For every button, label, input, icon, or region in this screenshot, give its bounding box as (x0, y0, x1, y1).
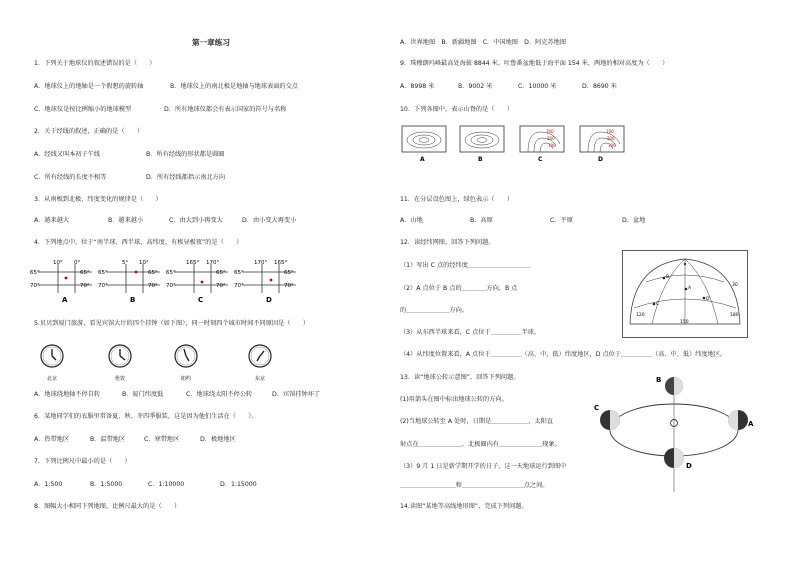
q10-contour-figure (398, 124, 638, 166)
lat-label: 70° (166, 283, 176, 289)
point-label: B (666, 275, 670, 280)
q1-option-b: B．地球仪上的南北极是地轴与地球表面的交点 (170, 83, 298, 90)
contour-letter: B (478, 156, 483, 163)
q12-graticule-figure (622, 250, 748, 338)
deg-label: 0° (74, 260, 81, 266)
deg-label: 170° (206, 260, 220, 266)
point-label: A (688, 286, 692, 291)
q7-option-b: B．1:5000 (90, 481, 123, 488)
q11-option-a: A．山地 (400, 217, 423, 224)
orbit-label: C (594, 404, 600, 412)
q13-part-3a: （3）9 月 1 日是新学期开学的日子，这一天地球运行到图中 (400, 463, 567, 470)
lat-label: 70° (80, 283, 90, 289)
contour-letter: D (598, 156, 603, 163)
q1-option-d: D．所有地球仪都会有表示国家的符号与名称 (164, 106, 287, 113)
q4-grid-figure (30, 258, 310, 306)
contour-c (520, 126, 564, 163)
q6-option-d: D．极地地区 (200, 436, 236, 443)
contour-label: 100 (548, 143, 556, 148)
grid-b (98, 260, 160, 304)
lat-label: 70° (216, 283, 226, 289)
grid-letter: D (266, 296, 272, 304)
question-10: 10．下列各图中，表示山脊的是（ ） (400, 106, 514, 113)
lat-label: 65° (234, 270, 244, 276)
question-11: 11．在分层设色图上，绿色表示（ ） (400, 196, 514, 203)
clock-label: 北京 (47, 376, 58, 382)
q5-option-c: C．地球绕太阳不停公转 (186, 391, 253, 398)
clock-label: 纽约 (181, 376, 192, 382)
clock-beijing (41, 345, 63, 382)
q13-part-2b: 射点在＿＿＿＿＿＿＿，北极圈内有＿＿＿＿＿＿＿现象。 (400, 441, 561, 448)
q6-option-a: A．热带地区 (34, 436, 70, 443)
q11-option-b: B．高原 (470, 217, 493, 224)
q5-clocks-figure (36, 340, 296, 386)
lat-label: 70° (148, 283, 158, 289)
earth-b (656, 376, 683, 395)
q2-option-b: B．所有经线的形状都是圆圈 (146, 151, 225, 158)
contour-letter: C (538, 156, 543, 163)
q7-option-c: C．1:10000 (148, 481, 185, 488)
q12-part-3: （3）从东西半球来看，C 点位于＿＿＿＿＿半球。 (400, 329, 541, 336)
orbit-label: B (656, 376, 662, 384)
lat-label: 70° (284, 283, 294, 289)
contour-label: 300 (546, 129, 554, 134)
point-d (270, 279, 273, 282)
q12-part-1: （1）写出 C 点的经纬度＿＿＿＿＿＿＿＿＿＿ (400, 262, 530, 269)
clock-london (109, 345, 131, 382)
q11-option-d: D．盆地 (622, 217, 646, 224)
question-6: 6．某地同学们的衣服里常备夏、秋、冬四季服装，这是因为他们生活在（ ）。 (34, 413, 258, 420)
deg-label: 165° (186, 260, 200, 266)
q9-option-d: D．8690 米 (582, 83, 617, 90)
q3-option-a: A．越来越大 (34, 217, 70, 224)
q11-option-c: C．平原 (550, 217, 573, 224)
grid-a (30, 260, 92, 304)
deg-label: 165° (274, 260, 288, 266)
question-1: 1．下列关于地球仪的叙述错误的是（ ） (34, 60, 156, 67)
question-8: 8．图幅大小相同下列地图，比例尺最大的是（ ） (34, 503, 181, 510)
contour-d (580, 126, 624, 163)
lat-label: 65° (216, 270, 226, 276)
question-14: 14.读图“某地等高线地形图”，完成下列问题。 (400, 503, 528, 510)
tick-label: 180 (730, 313, 739, 318)
q1-option-a: A．地球仪上的地轴是一个假想的旋转轴 (34, 83, 144, 90)
q5-option-a: A．地球绕地轴不停自转 (34, 391, 101, 398)
q5-option-d: D．宾馆挂钟坏了 (272, 391, 321, 398)
q12-part-4: （4）从纬度位置来看，A 点位于＿＿＿＿＿（高、中、低）纬度地区，D 点位于＿＿＿＿＿（高、中、低）纬度地区。 (400, 351, 727, 358)
q9-option-a: A．8998 米 (400, 83, 435, 90)
contour-label: 200 (547, 136, 555, 141)
clock-label: 伦敦 (115, 376, 126, 382)
point-a (65, 277, 68, 280)
grid-letter: B (130, 296, 136, 304)
lat-label: 65° (98, 270, 108, 276)
question-2: 2．关于经线的叙述，正确的是（ ） (34, 128, 144, 135)
q13-orbit-figure (592, 372, 762, 494)
deg-label: 5° (122, 260, 129, 266)
deg-label: 10° (53, 260, 63, 266)
point-label: D (706, 297, 710, 302)
earth-d (664, 448, 692, 470)
point-b (135, 271, 138, 274)
q7-option-a: A．1:500 (34, 481, 63, 488)
tick-label: 150 (680, 320, 689, 325)
grid-c (166, 260, 228, 304)
q13-part-1: (1)用箭头在图中标出地球公转的方向。 (400, 396, 508, 403)
lat-label: 70° (98, 283, 108, 289)
contour-label: 300 (608, 143, 616, 148)
q9-option-b: B．9002 米 (458, 83, 493, 90)
clock-tokyo (249, 345, 271, 382)
contour-a (402, 126, 446, 163)
q5-option-b: B．厦门纬度低 (122, 391, 164, 398)
lat-label: 65° (284, 270, 294, 276)
q2-option-d: D．所有经线都指示南北方向 (146, 174, 226, 181)
clock-label: 东京 (255, 376, 266, 382)
contour-b (460, 126, 504, 163)
contour-label: 200 (607, 136, 615, 141)
question-3: 3．从南极到北极，纬度变化的规律是（ ） (34, 196, 162, 203)
point-a (685, 288, 688, 291)
question-7: 7．下列比例尺中最小的是（ ） (34, 458, 131, 465)
q2-option-c: C．所有经线的长度不相等 (34, 174, 107, 181)
orbit-label: D (686, 462, 692, 470)
earth-a (728, 410, 754, 430)
contour-label: 100 (606, 129, 614, 134)
contour-letter: A (420, 156, 425, 163)
question-5: 5.贝贝到厦门旅游，看见宾馆大厅的四个挂钟（如下图），同一时刻四个城市时间不同原因是（ ） (34, 320, 310, 327)
q9-option-c: C．10000 米 (518, 83, 557, 90)
point-c (201, 281, 204, 284)
question-9: 9．珠穆朗玛峰最高处海拔 8844 米，吐鲁番盆地低于海平面 154 米，两地的相对高度为（ ） (400, 60, 669, 67)
lat-label: 65° (30, 270, 40, 276)
clock-newyork (175, 345, 197, 382)
q6-option-c: C．寒带地区 (144, 436, 180, 443)
point-d (703, 297, 706, 300)
tick-label: 120 (636, 313, 645, 318)
q12-part-2b: 的＿＿＿＿＿＿＿方向。 (400, 307, 469, 314)
orbit-label: A (748, 420, 754, 428)
q3-option-d: D．由小变大再变小 (242, 217, 297, 224)
q12-part-2a: （2）A 点位于 B 点的＿＿＿＿方向，B 点 (400, 285, 518, 292)
lat-label: 65° (80, 270, 90, 276)
question-12: 12．读经纬网图，回答下列问题。 (400, 239, 495, 246)
grid-letter: A (62, 296, 68, 304)
q3-option-c: C．由大到小再变大 (169, 217, 223, 224)
q8-options: A．世界地图 B．新疆地图 C．中国地图 D．阿克苏地图 (400, 39, 567, 46)
lat-label: 65° (148, 270, 158, 276)
grid-letter: C (198, 296, 204, 304)
grid-d (234, 260, 296, 304)
tick-label: 30 (732, 283, 738, 288)
point-c (653, 303, 656, 306)
lat-label: 65° (166, 270, 176, 276)
point-b (663, 277, 666, 280)
earth-c (594, 404, 620, 430)
question-4: 4．下列地点中，位于“南半球、西半球、高纬度、有极昼极夜”的是（ ） (34, 239, 243, 246)
q13-part-3b: ＿＿＿＿＿＿＿＿＿和＿＿＿＿＿＿＿＿＿＿点之间。 (400, 482, 549, 489)
q6-option-b: B．温带地区 (90, 436, 126, 443)
deg-label: 10° (139, 260, 149, 266)
lat-label: 70° (30, 283, 40, 289)
lat-label: 70° (234, 283, 244, 289)
question-13: 13．读“地球公转示意图”，回答下列问题。 (400, 374, 520, 381)
q13-part-2a: (2)当地球公转至 A 处时，日期是＿＿＿＿＿＿，太阳直 (400, 418, 554, 425)
point-label: C (656, 302, 660, 307)
page-title: 第一章练习 (192, 38, 230, 47)
q3-option-b: B．越来越小 (108, 217, 144, 224)
q7-option-d: D．1:15000 (220, 481, 257, 488)
deg-label: 170° (254, 260, 268, 266)
q1-option-c: C．地球仪是按比例缩小的地球模型 (34, 106, 132, 113)
q2-option-a: A．经线又叫本初子午线 (34, 151, 101, 158)
